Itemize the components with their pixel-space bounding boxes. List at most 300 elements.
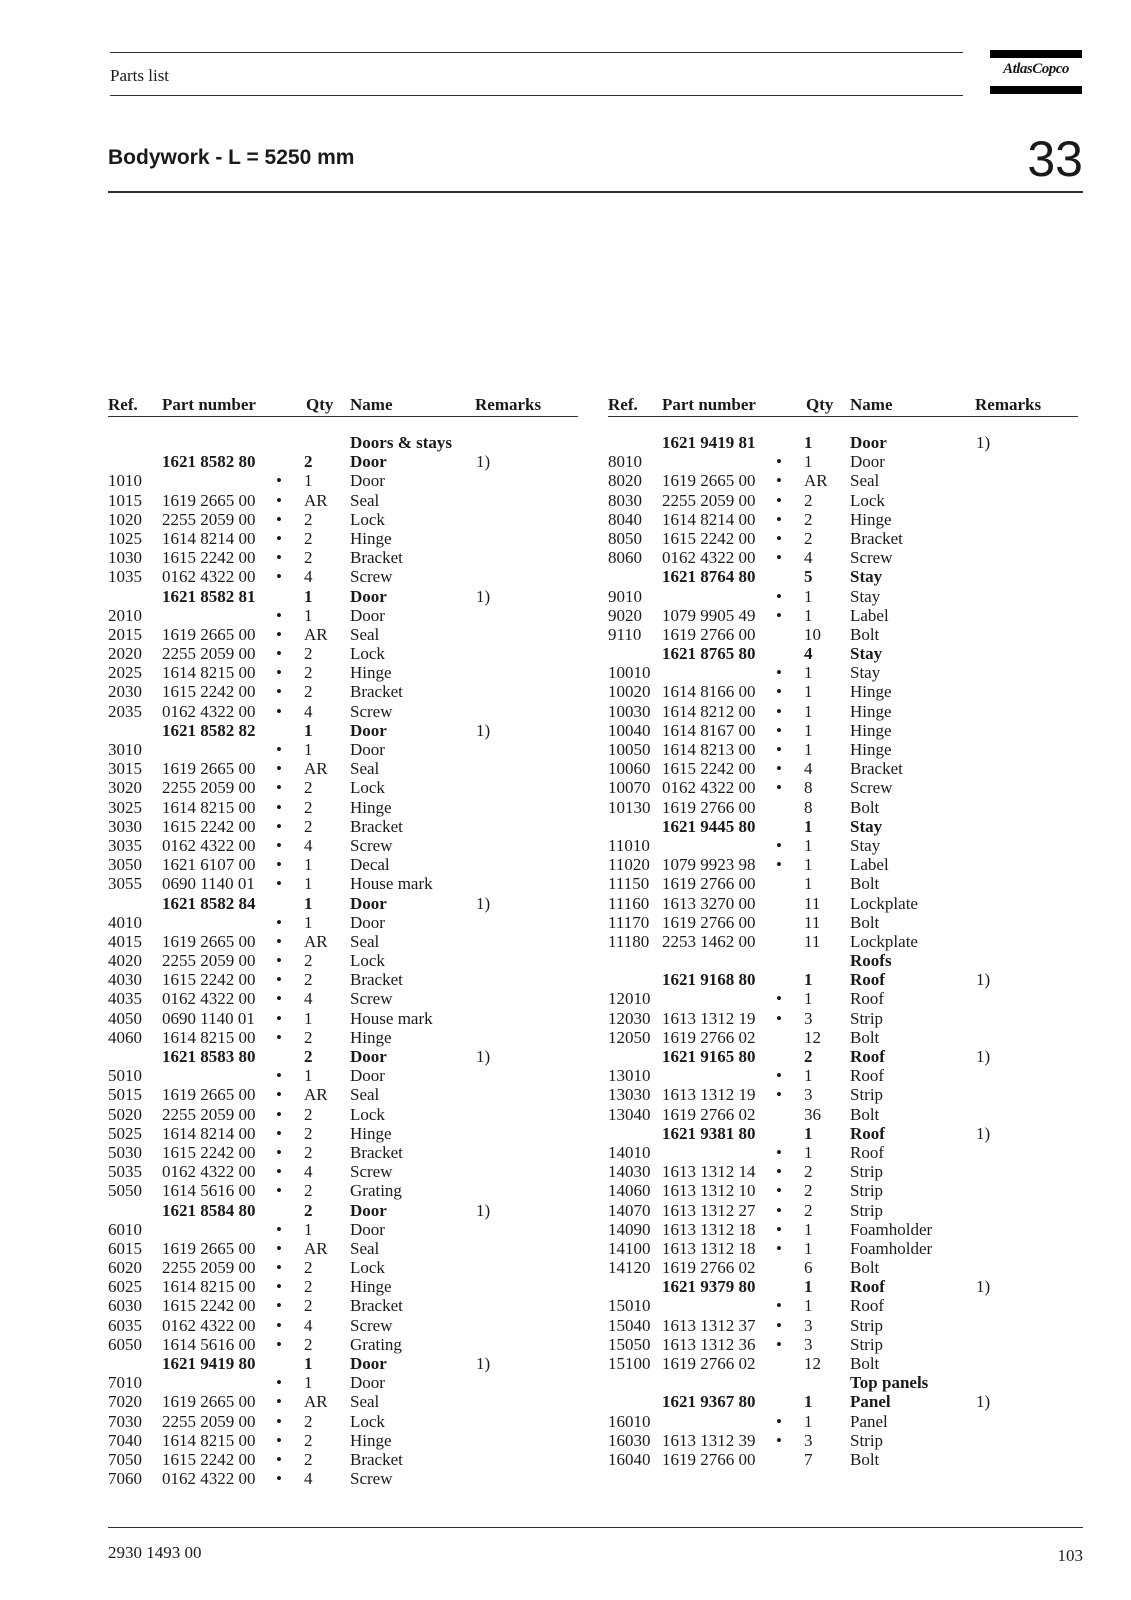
table-row (608, 817, 1078, 836)
bullet-cell: • (776, 720, 782, 740)
ref-cell: 2030 (108, 682, 142, 702)
ref-cell: 8010 (608, 452, 642, 472)
bullet-cell: • (276, 548, 282, 568)
ref-cell: 6015 (108, 1238, 142, 1258)
qty-cell: 5 (804, 567, 813, 587)
name-cell: Door (350, 1200, 387, 1220)
table-row (108, 913, 578, 932)
name-cell: Bolt (850, 624, 880, 644)
table-row (108, 989, 578, 1008)
ref-cell: 14060 (608, 1181, 651, 1201)
qty-cell: 3 (804, 1315, 813, 1335)
part-number-cell: 1614 8215 00 (162, 1277, 256, 1297)
table-row (108, 471, 578, 490)
name-cell: Roof (850, 1277, 885, 1297)
qty-cell: 36 (804, 1104, 821, 1124)
name-cell: Grating (350, 1334, 402, 1354)
ref-cell: 3030 (108, 816, 142, 836)
table-row (608, 471, 1078, 490)
name-cell: Hinge (850, 701, 892, 721)
part-number-cell: 1619 2766 00 (662, 797, 756, 817)
ref-cell: 13010 (608, 1066, 651, 1086)
qty-cell: 1 (804, 1238, 813, 1258)
table-row (108, 1239, 578, 1258)
qty-cell: 8 (804, 797, 813, 817)
ref-cell: 15100 (608, 1354, 651, 1373)
bullet-cell: • (276, 471, 282, 491)
ref-cell: 8040 (608, 509, 642, 529)
qty-cell: 2 (304, 509, 313, 529)
bullet-cell: • (776, 490, 782, 510)
qty-cell: 11 (804, 931, 821, 951)
qty-cell: AR (304, 1238, 328, 1258)
qty-cell: 4 (304, 989, 313, 1009)
ref-cell: 7050 (108, 1449, 142, 1469)
qty-cell: 1 (304, 740, 313, 759)
name-cell: Panel (850, 1411, 888, 1431)
part-number-cell: 1621 6107 00 (162, 855, 256, 875)
qty-cell: 2 (304, 1142, 313, 1162)
qty-cell: 1 (804, 433, 813, 452)
name-cell: Bracket (350, 1449, 403, 1469)
table-row (108, 1277, 578, 1296)
table-row (108, 778, 578, 797)
section-rule (108, 191, 1083, 193)
qty-cell: 1 (304, 471, 313, 491)
qty-cell: 2 (304, 452, 313, 472)
part-number-cell: 1614 8166 00 (662, 682, 756, 702)
name-cell: Foamholder (850, 1238, 933, 1258)
table-row (108, 510, 578, 529)
ref-cell: 13030 (608, 1085, 651, 1105)
part-number-cell: 1615 2242 00 (662, 759, 756, 779)
qty-cell: 1 (304, 1008, 313, 1028)
table-row (608, 452, 1078, 471)
part-number-cell: 1079 9923 98 (662, 855, 756, 875)
part-number-cell: 1613 1312 36 (662, 1334, 756, 1354)
ref-cell: 12010 (608, 989, 651, 1009)
remarks-cell: 1) (976, 970, 991, 990)
ref-cell: 1020 (108, 509, 142, 529)
parts-table-left (108, 395, 578, 1488)
name-cell: Door (350, 1219, 385, 1239)
name-cell: Seal (850, 471, 880, 491)
name-cell: Roof (850, 1047, 885, 1066)
remarks-cell: 1) (476, 586, 491, 606)
table-row (108, 491, 578, 510)
table-row (608, 913, 1078, 932)
part-number-cell: 2255 2059 00 (162, 1411, 256, 1431)
table-row (608, 433, 1078, 452)
ref-cell: 14090 (608, 1219, 651, 1239)
section-number: 33 (1027, 131, 1083, 187)
table-row (108, 932, 578, 951)
name-cell: Top panels (850, 1373, 929, 1393)
table-row (108, 1143, 578, 1162)
qty-cell: 3 (804, 1430, 813, 1450)
qty-cell: 1 (804, 835, 813, 855)
qty-cell: 1 (804, 701, 813, 721)
part-number-cell: 1619 2665 00 (162, 624, 256, 644)
qty-cell: 2 (804, 1181, 813, 1201)
qty-cell: 4 (304, 1469, 313, 1489)
part-number-cell: 0162 4322 00 (162, 1469, 256, 1489)
bullet-cell: • (776, 1200, 782, 1220)
name-cell: Bolt (850, 1449, 880, 1469)
bullet-cell: • (276, 778, 282, 798)
header-title: Parts list (110, 66, 170, 85)
bullet-cell: • (276, 1027, 282, 1047)
part-number-cell: 1619 2766 00 (662, 874, 756, 894)
ref-cell: 1015 (108, 490, 142, 510)
qty-cell: 4 (804, 548, 813, 568)
remarks-cell: 1) (976, 1123, 991, 1143)
part-number-cell: 0162 4322 00 (162, 701, 256, 721)
table-row (108, 1373, 578, 1392)
ref-cell: 7040 (108, 1430, 142, 1450)
ref-cell: 1030 (108, 548, 142, 568)
ref-cell: 11010 (608, 835, 650, 855)
part-number-cell: 1619 2665 00 (162, 1392, 256, 1412)
col-ref-header: Ref. (608, 395, 638, 414)
part-number-cell: 1621 8582 81 (162, 586, 256, 606)
qty-cell: AR (304, 1392, 328, 1412)
part-number-cell: 1621 8582 80 (162, 452, 256, 472)
part-number-cell: 1621 8582 84 (162, 893, 256, 913)
name-cell: Lock (350, 644, 385, 664)
ref-cell: 11150 (608, 874, 650, 894)
qty-cell: 1 (304, 720, 313, 740)
qty-cell: 12 (804, 1354, 821, 1373)
part-number-cell: 2255 2059 00 (662, 490, 756, 510)
table-row (608, 1162, 1078, 1181)
qty-cell: 1 (804, 816, 813, 836)
ref-cell: 1025 (108, 528, 142, 548)
table-row (108, 836, 578, 855)
name-cell: Screw (350, 1315, 393, 1335)
ref-cell: 3035 (108, 835, 142, 855)
part-number-cell: 0162 4322 00 (162, 567, 256, 587)
table-row (608, 1143, 1078, 1162)
ref-cell: 11180 (608, 931, 650, 951)
ref-cell: 15010 (608, 1296, 651, 1316)
ref-cell: 4060 (108, 1027, 142, 1047)
table-row (108, 798, 578, 817)
table-row (608, 759, 1078, 778)
table-row (108, 587, 578, 606)
part-number-cell: 1079 9905 49 (662, 605, 756, 625)
qty-cell: 2 (304, 644, 313, 664)
qty-cell: 10 (804, 624, 821, 644)
bullet-cell: • (276, 663, 282, 683)
name-cell: Foamholder (850, 1219, 933, 1239)
bullet-cell: • (276, 951, 282, 971)
table-row (608, 1258, 1078, 1277)
qty-cell: 4 (304, 701, 313, 721)
qty-cell: AR (304, 490, 328, 510)
bullet-cell: • (276, 1066, 282, 1086)
ref-cell: 14030 (608, 1162, 651, 1182)
table-row (108, 529, 578, 548)
table-row (108, 740, 578, 759)
bullet-cell: • (276, 1085, 282, 1105)
part-number-cell: 2255 2059 00 (162, 509, 256, 529)
table-row (108, 970, 578, 989)
bullet-cell: • (276, 1449, 282, 1469)
part-number-cell: 1613 1312 18 (662, 1238, 756, 1258)
name-cell: Strip (850, 1200, 884, 1220)
bullet-cell: • (776, 471, 782, 491)
qty-cell: 2 (304, 816, 313, 836)
table-row (108, 644, 578, 663)
qty-cell: 1 (804, 1411, 813, 1431)
part-number-cell: 1614 8212 00 (662, 701, 756, 721)
bullet-cell: • (276, 1219, 282, 1239)
table-row (608, 682, 1078, 701)
name-cell: Decal (350, 855, 390, 875)
bullet-cell: • (276, 1430, 282, 1450)
bullet-cell: • (276, 1162, 282, 1182)
name-cell: Strip (850, 1334, 884, 1354)
part-number-cell: 1621 8584 80 (162, 1200, 256, 1220)
name-cell: Bracket (350, 1296, 403, 1316)
bullet-cell: • (776, 605, 782, 625)
section-title: Bodywork - L = 5250 mm (108, 146, 355, 169)
bullet-cell: • (276, 931, 282, 951)
qty-cell: 1 (804, 605, 813, 625)
part-number-cell: 2255 2059 00 (162, 1104, 256, 1124)
part-number-cell: 1619 2665 00 (162, 931, 256, 951)
bullet-cell: • (276, 567, 282, 587)
ref-cell: 14120 (608, 1258, 651, 1278)
table-row (108, 1162, 578, 1181)
part-number-cell: 1621 9419 81 (662, 433, 756, 452)
name-cell: Lock (350, 778, 385, 798)
part-number-cell: 1621 8583 80 (162, 1047, 256, 1066)
bullet-cell: • (276, 509, 282, 529)
logo-top-bar (990, 50, 1082, 58)
part-number-cell: 1619 2766 02 (662, 1354, 756, 1373)
ref-cell: 2015 (108, 624, 142, 644)
ref-cell: 3050 (108, 855, 142, 875)
part-number-cell: 2253 1462 00 (662, 931, 756, 951)
part-number-cell: 1614 8215 00 (162, 1430, 256, 1450)
name-cell: Roof (850, 970, 885, 990)
bullet-cell: • (276, 1123, 282, 1143)
table-row (608, 625, 1078, 644)
bullet-cell: • (776, 740, 782, 759)
table-row (608, 932, 1078, 951)
part-number-cell: 1615 2242 00 (162, 1296, 256, 1316)
bullet-cell: • (276, 855, 282, 875)
ref-cell: 3015 (108, 759, 142, 779)
bullet-cell: • (276, 1373, 282, 1393)
part-number-cell: 1615 2242 00 (662, 528, 756, 548)
part-number-cell: 1619 2665 00 (162, 1238, 256, 1258)
name-cell: Door (350, 720, 387, 740)
qty-cell: AR (304, 624, 328, 644)
part-number-cell: 2255 2059 00 (162, 778, 256, 798)
name-cell: Door (350, 1047, 387, 1066)
qty-cell: 1 (804, 682, 813, 702)
table-row (608, 1392, 1078, 1411)
qty-cell: 1 (804, 989, 813, 1009)
ref-cell: 14010 (608, 1142, 651, 1162)
qty-cell: 1 (304, 893, 313, 913)
bullet-cell: • (776, 1142, 782, 1162)
part-number-cell: 1615 2242 00 (162, 1449, 256, 1469)
bullet-cell: • (776, 1162, 782, 1182)
part-number-cell: 1614 8215 00 (162, 663, 256, 683)
qty-cell: 1 (304, 874, 313, 894)
name-cell: Bolt (850, 1104, 880, 1124)
ref-cell: 10040 (608, 720, 651, 740)
name-cell: Bolt (850, 797, 880, 817)
ref-cell: 5030 (108, 1142, 142, 1162)
bullet-cell: • (276, 874, 282, 894)
qty-cell: 2 (304, 663, 313, 683)
part-number-cell: 1619 2665 00 (162, 759, 256, 779)
bullet-cell: • (276, 624, 282, 644)
part-number-cell: 1613 1312 19 (662, 1085, 756, 1105)
table-row (608, 1085, 1078, 1104)
name-cell: Label (850, 605, 889, 625)
table-row (608, 548, 1078, 567)
qty-cell: 2 (304, 682, 313, 702)
name-cell: Lock (350, 1104, 385, 1124)
name-cell: Seal (350, 1392, 380, 1412)
ref-cell: 5015 (108, 1085, 142, 1105)
name-cell: Stay (850, 816, 883, 836)
table-row (108, 817, 578, 836)
ref-cell: 2035 (108, 701, 142, 721)
part-number-cell: 1621 9379 80 (662, 1277, 756, 1297)
part-number-cell: 1615 2242 00 (162, 548, 256, 568)
name-cell: Screw (350, 1162, 393, 1182)
col-ref-header: Ref. (108, 395, 138, 414)
table-row (608, 1105, 1078, 1124)
bullet-cell: • (276, 816, 282, 836)
qty-cell: 1 (804, 855, 813, 875)
table-row (108, 1047, 578, 1066)
bullet-cell: • (276, 1142, 282, 1162)
ref-cell: 3020 (108, 778, 142, 798)
table-row (608, 1316, 1078, 1335)
header-bottom-rule (110, 95, 963, 96)
bullet-cell: • (776, 1315, 782, 1335)
ref-cell: 6025 (108, 1277, 142, 1297)
remarks-cell: 1) (476, 1354, 491, 1373)
qty-cell: 1 (804, 970, 813, 990)
qty-cell: 1 (804, 586, 813, 606)
ref-cell: 2025 (108, 663, 142, 683)
part-number-cell: 1619 2665 00 (662, 471, 756, 491)
table-body (608, 433, 1078, 1469)
part-number-cell: 0162 4322 00 (662, 778, 756, 798)
bullet-cell: • (276, 644, 282, 664)
name-cell: Hinge (850, 740, 892, 759)
document-code: 2930 1493 00 (108, 1543, 202, 1562)
group-heading-row (608, 951, 1078, 970)
part-number-cell: 1621 9165 80 (662, 1047, 756, 1066)
bullet-cell: • (276, 1258, 282, 1278)
table-row (108, 663, 578, 682)
name-cell: Seal (350, 931, 380, 951)
part-number-cell: 1613 3270 00 (662, 893, 756, 913)
table-row (108, 1392, 578, 1411)
bullet-cell: • (276, 1392, 282, 1412)
ref-cell: 10130 (608, 797, 651, 817)
part-number-cell: 1619 2766 02 (662, 1258, 756, 1278)
ref-cell: 4010 (108, 912, 142, 932)
ref-cell: 10030 (608, 701, 651, 721)
qty-cell: 2 (304, 1258, 313, 1278)
table-row (108, 1431, 578, 1450)
name-cell: Seal (350, 759, 380, 779)
qty-cell: 1 (804, 1066, 813, 1086)
ref-cell: 14070 (608, 1200, 651, 1220)
bullet-cell: • (276, 835, 282, 855)
bullet-cell: • (776, 1181, 782, 1201)
table-row (608, 1412, 1078, 1431)
name-cell: Door (850, 433, 887, 452)
qty-cell: 2 (304, 1296, 313, 1316)
bullet-cell: • (776, 989, 782, 1009)
table-row (608, 1354, 1078, 1373)
ref-cell: 6020 (108, 1258, 142, 1278)
table-row (608, 798, 1078, 817)
table-row (608, 721, 1078, 740)
bullet-cell: • (276, 1469, 282, 1489)
table-row (608, 1066, 1078, 1085)
group-heading-row (608, 1373, 1078, 1392)
name-cell: Hinge (350, 528, 392, 548)
atlas-copco-logo (990, 50, 1082, 94)
part-number-cell: 1613 1312 18 (662, 1219, 756, 1239)
qty-cell: 2 (804, 1162, 813, 1182)
name-cell: Lock (350, 1411, 385, 1431)
ref-cell: 4035 (108, 989, 142, 1009)
part-number-cell: 2255 2059 00 (162, 644, 256, 664)
name-cell: Label (850, 855, 889, 875)
qty-cell: 2 (804, 528, 813, 548)
ref-cell: 10060 (608, 759, 651, 779)
group-heading-row (108, 433, 578, 452)
name-cell: Door (350, 893, 387, 913)
remarks-cell: 1) (476, 720, 491, 740)
remarks-cell: 1) (976, 1277, 991, 1297)
col-part-number-header: Part number (162, 395, 256, 414)
bullet-cell: • (276, 701, 282, 721)
name-cell: Bracket (350, 548, 403, 568)
bullet-cell: • (276, 1411, 282, 1431)
bullet-cell: • (776, 1219, 782, 1239)
qty-cell: 4 (304, 1162, 313, 1182)
part-number-cell: 1619 2766 02 (662, 1027, 756, 1047)
ref-cell: 5035 (108, 1162, 142, 1182)
qty-cell: 1 (804, 1142, 813, 1162)
part-number-cell: 0162 4322 00 (162, 989, 256, 1009)
name-cell: Bracket (350, 816, 403, 836)
bullet-cell: • (276, 1296, 282, 1316)
table-row (108, 702, 578, 721)
name-cell: Bracket (350, 1142, 403, 1162)
ref-cell: 5025 (108, 1123, 142, 1143)
name-cell: Bracket (850, 759, 903, 779)
name-cell: Roof (850, 989, 884, 1009)
name-cell: Hinge (350, 1123, 392, 1143)
ref-cell: 10020 (608, 682, 651, 702)
